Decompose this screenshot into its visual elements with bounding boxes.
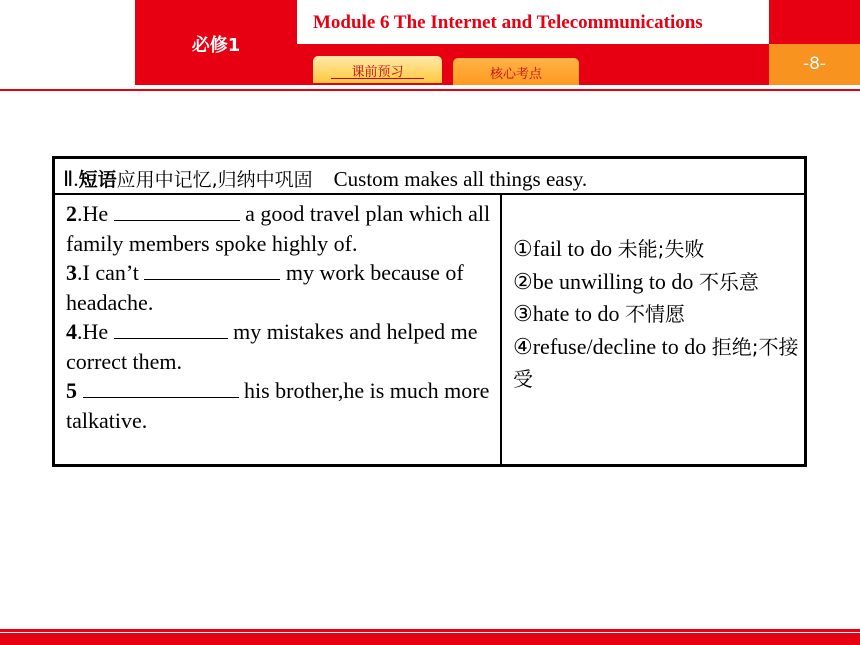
answer-blank[interactable] xyxy=(114,202,240,221)
item-before: .I can’t xyxy=(77,260,145,285)
exercise-item xyxy=(66,258,491,317)
item-before: .He xyxy=(77,319,114,344)
tab-preview[interactable] xyxy=(313,56,442,83)
module-title: Module 6 The Internet and Telecommunications xyxy=(313,12,703,33)
exercise-item xyxy=(66,376,491,435)
tab-key-points-label: 核心考点 xyxy=(489,67,542,82)
phrase-item xyxy=(513,298,803,331)
answer-blank[interactable] xyxy=(83,379,239,398)
page-number: -8- xyxy=(802,54,827,74)
phrase-en: ④refuse/decline to do xyxy=(513,333,712,359)
column-divider xyxy=(500,195,502,464)
tab-preview-label: 课前预习 xyxy=(351,65,404,80)
phrase-en: ①fail to do xyxy=(513,236,618,261)
item-number: 2 xyxy=(66,201,77,226)
page-number-block xyxy=(769,44,860,85)
heading-zh: 应用中记忆,归纳中巩固 xyxy=(116,169,313,191)
exercise-table xyxy=(52,156,807,467)
book-label-block xyxy=(135,0,297,85)
heading-en: Custom makes all things easy. xyxy=(333,167,588,191)
phrase-item xyxy=(513,233,803,266)
header-divider xyxy=(0,89,860,91)
item-number: 3 xyxy=(66,260,77,285)
item-after: my work because of headache. xyxy=(66,260,464,315)
phrase-zh: 不乐意 xyxy=(698,269,759,294)
tab-key-points[interactable] xyxy=(453,58,579,85)
item-after: a good travel plan which all family members spoke highly of. xyxy=(66,201,491,256)
phrase-list xyxy=(513,233,803,396)
book-label: 必修1 xyxy=(191,35,241,56)
exercise-sentences xyxy=(66,199,491,435)
tab-underline xyxy=(331,78,424,79)
item-number: 4 xyxy=(66,319,77,344)
answer-blank[interactable] xyxy=(144,261,280,280)
item-number: 5 xyxy=(66,378,77,403)
footer-bar xyxy=(0,629,860,645)
phrase-en: ③hate to do xyxy=(513,301,625,326)
table-heading xyxy=(55,159,804,195)
phrase-zh: 未能;失败 xyxy=(617,237,705,261)
heading-roman: Ⅱ. xyxy=(63,167,79,191)
heading-bold: 短语 xyxy=(78,169,117,191)
answer-blank[interactable] xyxy=(114,320,228,339)
phrase-zh: 不情愿 xyxy=(624,302,685,326)
item-before: .He xyxy=(77,201,114,226)
exercise-item xyxy=(66,317,491,376)
item-after: my mistakes and helped me correct them. xyxy=(66,319,478,374)
phrase-zh: 拒绝;不接受 xyxy=(513,334,799,391)
phrase-en: ②be unwilling to do xyxy=(513,268,699,294)
module-title-block xyxy=(297,0,769,44)
item-after: his brother,he is much more talkative. xyxy=(66,378,490,433)
phrase-item xyxy=(513,331,803,396)
phrase-item xyxy=(513,266,803,299)
exercise-item xyxy=(66,199,491,258)
